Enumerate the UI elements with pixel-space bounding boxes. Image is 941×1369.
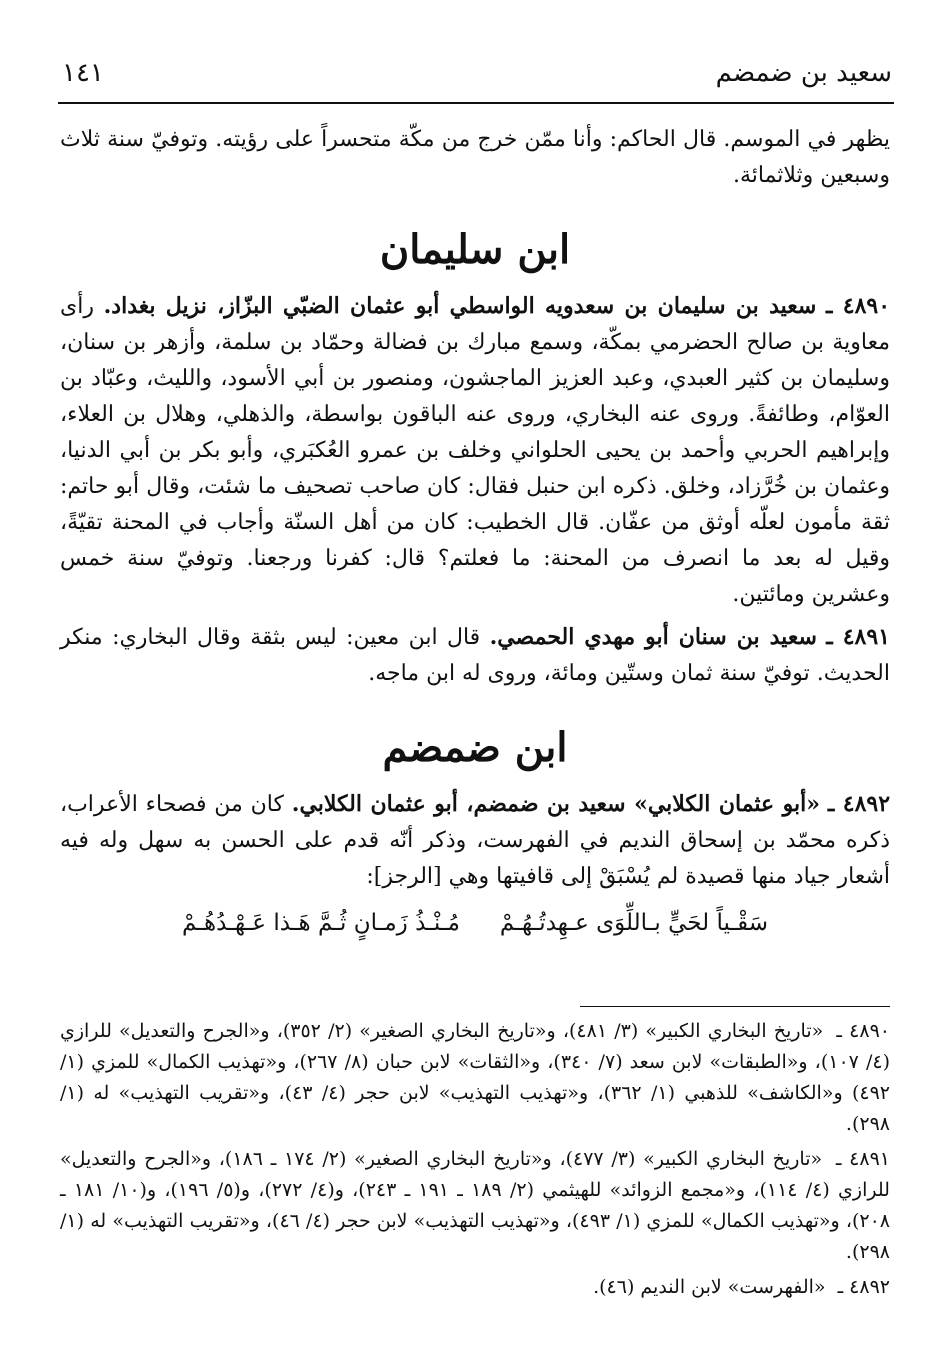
footnote-text: «تاريخ البخاري الكبير» (٣/ ٤٨١)، و«تاريخ البخاري الصغير» (٢/ ٣٥٢)، و«الجرح والتعديل» للرازي (٤/ ١٠٧)، و«الطبقات» لابن سعد (٧/ ٣٤٠)، و«الثقات» لابن حبان (٨/ ٢٦٧)، و«تهذيب الكمال» للمزي (١/ ٤٩٢) و«الكاشف» للذهبي (١/ ٣٦٢)، و«تهذيب التهذيب» لابن حجر (٤/ ٤٣)، و«تقريب التهذيب» له (١/ ٢٩٨). [60, 1020, 891, 1135]
entry-4892 [60, 786, 890, 895]
running-title: سعيد بن ضمضم [715, 58, 892, 88]
footnote-4891 [60, 1144, 890, 1268]
footnote-separator [580, 1006, 890, 1007]
footnote-number: ٤٨٩٠ ـ [836, 1020, 890, 1042]
main-text [60, 122, 890, 955]
footnote-text: «تاريخ البخاري الكبير» (٣/ ٤٧٧)، و«تاريخ البخاري الصغير» (٢/ ١٧٤ ـ ١٨٦)، و«الجرح والتعديل» للرازي (٤/ ١١٤)، و«مجمع الزوائد» للهيثمي (٢/ ١٨٩ ـ ١٩١ ـ ٢٤٣)، و(٤/ ٢٧٢)، و(٥/ ١٩٦)، و(١٠/ ١٨١ ـ ٢٠٨)، و«تهذيب الكمال» للمزي (١/ ٤٩٣)، و«تهذيب التهذيب» لابن حجر (٤/ ٤٦)، و«تقريب التهذيب» له (١/ ٢٩٨). [60, 1148, 891, 1263]
entry-text: كان من فصحاء الأعراب، ذكره محمّد بن إسحاق النديم في الفهرست، وذكر أنّه قدم على الحسن به سهل وله فيه أشعار جياد منها قصيدة لم يُسْبَقْ إلى قافيتها وهي [الرجز]: [60, 792, 890, 889]
section-heading-ibn-damdam: ابن ضمضم [382, 724, 568, 771]
footnote-number: ٤٨٩١ ـ [835, 1148, 890, 1170]
footnote-number: ٤٨٩٢ ـ [837, 1276, 890, 1298]
entry-name: سعيد بن سليمان بن سعدويه الواسطي أبو عثمان الضبّي البزّاز، نزيل بغداد. [103, 293, 817, 319]
verse-second-hemistich: مُـنْـذُ زَمـانٍ ثُـمَّ هَـذا عَـهْـدُهُـمْ [181, 910, 460, 936]
poem-verse [60, 901, 890, 945]
page-header [62, 58, 892, 98]
entry-4890 [60, 288, 890, 613]
entry-name: سعيد بن سنان أبو مهدي الحمصي. [489, 624, 817, 650]
footnote-4890 [60, 1016, 890, 1140]
verse-first-hemistich: سَقْـياً لحَيٍّ بـاللِّوَى عـهِدتُـهُـمْ [499, 910, 769, 936]
footnote-4892 [60, 1272, 890, 1303]
header-rule [58, 102, 894, 104]
footnote-text: «الفهرست» لابن النديم (٤٦). [593, 1276, 826, 1298]
entry-number: ٤٨٩٠ ـ [826, 293, 891, 319]
intro-paragraph: يظهر في الموسم. قال الحاكم: وأنا ممّن خرج من مكّة متحسراً على رؤيته. وتوفيّ سنة ثلاث وسبعين وثلاثمائة. [60, 127, 890, 188]
entry-number: ٤٨٩٢ ـ [827, 791, 891, 817]
footnotes [60, 1016, 890, 1307]
entry-text: رأى معاوية بن صالح الحضرمي بمكّة، وسمع مبارك بن فضالة وحمّاد بن سلمة، وأزهر بن سنان، وسليمان بن كثير العبدي، وعبد العزيز الماجشون، ومنصور بن أبي الأسود، والليث، وعبّاد بن العوّام، وطائفةً. وروى عنه البخاري، وروى عنه الباقون بواسطة، والذهلي، وهلال بن العلاء، وإبراهيم الحربي وأحمد بن يحيى الحلواني وخلف بن عمرو العُكبَري، وأبو بكر بن أبي الدنيا، وعثمان بن خُرَّزاد، وخلق. ذكره ابن حنبل فقال: كان صاحب تصحيف ما شئت، وقال أبو حاتم: ثقة مأمون لعلّه أوثق من عفّان. قال الخطيب: كان من أهل السنّة وأجاب في المحنة تقيّةً، وقيل له بعد ما انصرف من المحنة: ما فعلتم؟ قال: كفرنا ورجعنا. وتوفيّ سنة خمس وعشرين ومائتين. [60, 294, 890, 607]
entry-name: «أبو عثمان الكلابي» سعيد بن ضمضم، أبو عثمان الكلابي. [291, 791, 821, 817]
entry-text: قال ابن معين: ليس بثقة وقال البخاري: منكر الحديث. توفيّ سنة ثمان وستّين ومائة، وروى له ابن ماجه. [60, 625, 890, 686]
entry-number: ٤٨٩١ ـ [826, 624, 890, 650]
page-number: ١٤١ [62, 58, 104, 88]
section-heading-ibn-sulayman: ابن سليمان [379, 226, 571, 273]
entry-4891 [60, 619, 890, 692]
